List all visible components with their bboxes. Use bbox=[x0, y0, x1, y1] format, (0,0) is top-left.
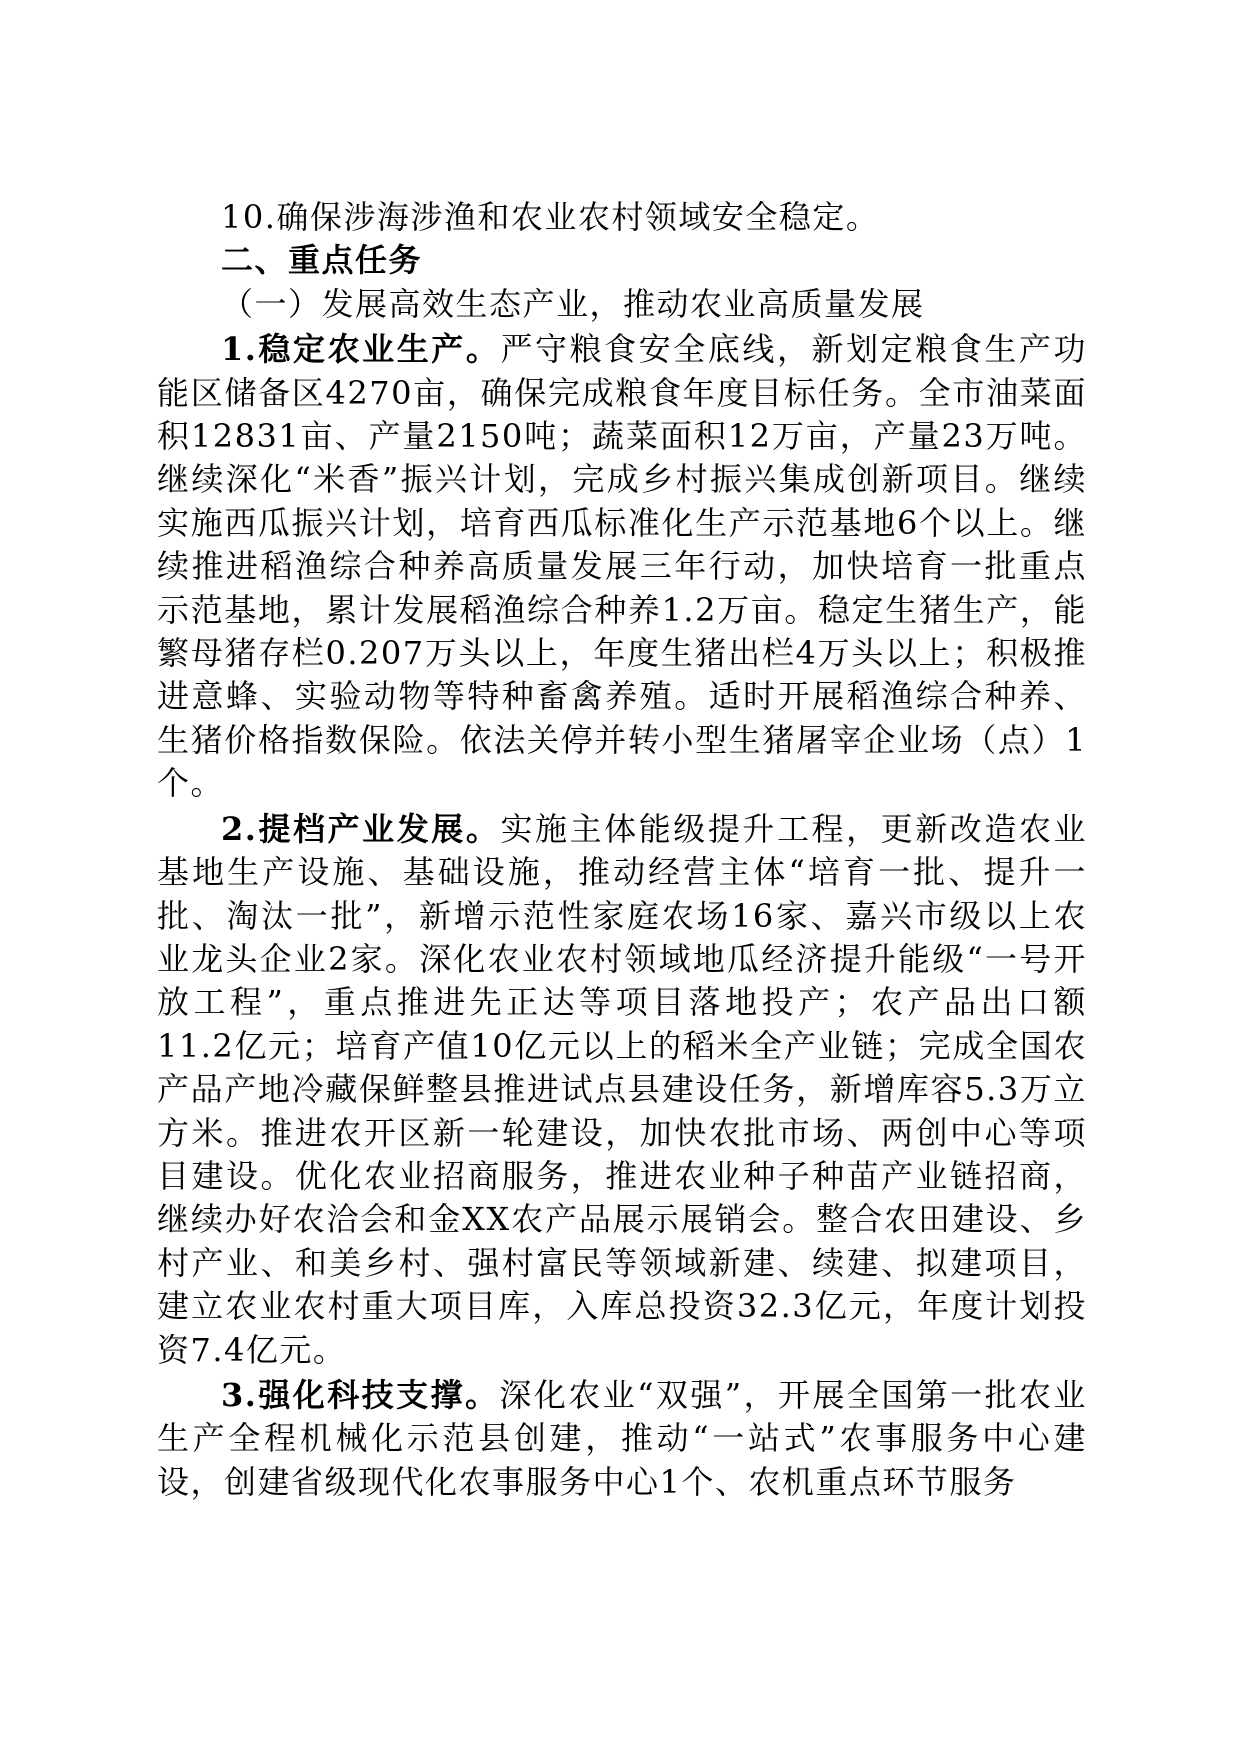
intro-line: 10.确保涉海涉渔和农业农村领域安全稳定。 bbox=[221, 198, 880, 236]
item-title: 2.提档产业发展。 bbox=[221, 809, 501, 848]
item-paragraph-3 bbox=[157, 1374, 1087, 1504]
subsection-heading: （一）发展高效生态产业，推动农业高质量发展 bbox=[221, 284, 925, 323]
section-heading: 二、重点任务 bbox=[221, 241, 423, 280]
item-body: 深化农业“双强”，开展全国第一批农业生产全程机械化示范县创建，推动“一站式”农事服务中心建设，创建省级现代化农事服务中心1个、农机重点环节服务 bbox=[157, 1375, 1087, 1501]
item-title: 3.强化科技支撑。 bbox=[221, 1375, 500, 1414]
item-body: 严守粮食安全底线，新划定粮食生产功能区储备区4270亩，确保完成粮食年度目标任务。全市油菜面积12831亩、产量2150吨；蔬菜面积12万亩，产量23万吨。继续深化“米香”振兴计划，完成乡村振兴集成创新项目。继续实施西瓜振兴计划，培育西瓜标准化生产示范基地6个以上。继续推进稻渔综合种养高质量发展三年行动，加快培育一批重点示范基地，累计发展稻渔综合种养1.2万亩。稳定生猪生产，能繁母猪存栏0.207万头以上，年度生猪出栏4万头以上；积极推进意蜂、实验动物等特种畜禽养殖。适时开展稻渔综合种养、生猪价格指数保险。依法关停并转小型生猪屠宰企业场（点）1个。 bbox=[157, 330, 1087, 803]
item-title: 1.稳定农业生产。 bbox=[221, 330, 501, 369]
item-body: 实施主体能级提升工程，更新改造农业基地生产设施、基础设施，推动经营主体“培育一批、提升一批、淘汰一批”，新增示范性家庭农场16家、嘉兴市级以上农业龙头企业2家。深化农业农村领域地瓜经济提升能级“一号开放工程”，重点推进先正达等项目落地投产；农产品出口额11.2亿元；培育产值10亿元以上的稻米全产业链；完成全国农产品产地冷藏保鲜整县推进试点县建设任务，新增库容5.3万立方米。推进农开区新一轮建设，加快农批市场、两创中心等项目建设。优化农业招商服务，推进农业种子种苗产业链招商，继续办好农洽会和金XX农产品展示展销会。整合农田建设、乡村产业、和美乡村、强村富民等领域新建、续建、拟建项目，建立农业农村重大项目库，入库总投资32.3亿元，年度计划投资7.4亿元。 bbox=[157, 809, 1087, 1369]
item-paragraph-2 bbox=[157, 808, 1087, 1372]
item-paragraph-1 bbox=[157, 328, 1087, 805]
document-body bbox=[157, 196, 1087, 1504]
